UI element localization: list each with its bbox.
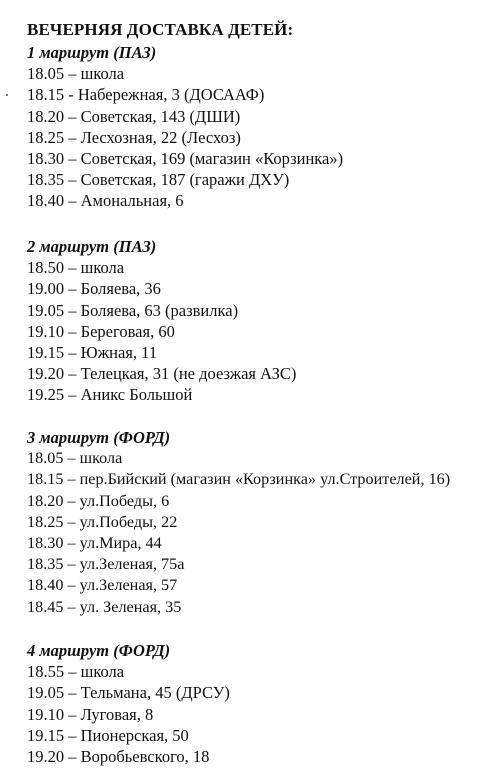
route-stop: 18.50 – школа bbox=[27, 258, 125, 278]
route-stop: 18.05 – школа bbox=[27, 64, 125, 84]
route-stop: 19.05 – Боляева, 63 (развилка) bbox=[27, 300, 239, 320]
route-stop: 18.30 – ул.Мира, 44 bbox=[27, 533, 162, 552]
route-stop: 19.15 – Южная, 11 bbox=[27, 342, 158, 362]
route-stop: 19.00 – Боляева, 36 bbox=[27, 279, 161, 299]
scan-speck bbox=[6, 94, 8, 96]
route-heading: 2 маршрут (ПАЗ) bbox=[27, 237, 157, 256]
route-stop: 19.25 – Аникс Большой bbox=[27, 385, 193, 405]
route-stop: 18.25 – ул.Победы, 22 bbox=[27, 512, 178, 531]
route-stop: 18.35 – ул.Зеленая, 75а bbox=[27, 555, 185, 574]
route-2-section bbox=[27, 236, 493, 406]
route-stop: 18.15 - Набережная, 3 (ДОСААФ) bbox=[27, 85, 265, 105]
route-heading: 3 маршрут (ФОРД) bbox=[27, 428, 171, 447]
route-stop: 18.55 – школа bbox=[27, 662, 125, 682]
document-title: ВЕЧЕРНЯЯ ДОСТАВКА ДЕТЕЙ: bbox=[27, 20, 294, 39]
route-stop: 19.20 – Воробьевского, 18 bbox=[27, 746, 210, 766]
route-stop: 19.10 – Береговая, 60 bbox=[27, 321, 175, 341]
route-stop: 18.20 – ул.Победы, 6 bbox=[27, 491, 170, 510]
route-4-section bbox=[27, 640, 493, 767]
route-stop: 18.25 – Лесхозная, 22 (Лесхоз) bbox=[27, 127, 241, 147]
route-stop: 19.15 – Пионерская, 50 bbox=[27, 725, 189, 745]
route-1-section bbox=[27, 42, 493, 212]
route-stop: 18.40 – ул.Зеленая, 57 bbox=[27, 576, 178, 595]
route-stop: 18.35 – Советская, 187 (гаражи ДХУ) bbox=[27, 170, 290, 190]
route-stop: 18.15 – пер.Бийский (магазин «Корзинка» ул.Строителей, 16) bbox=[27, 470, 451, 489]
route-stop: 19.20 – Телецкая, 31 (не доезжая АЗС) bbox=[27, 364, 297, 384]
route-heading: 4 маршрут (ФОРД) bbox=[27, 641, 171, 660]
route-stop: 18.05 – школа bbox=[27, 449, 123, 468]
route-heading: 1 маршрут (ПАЗ) bbox=[27, 43, 157, 62]
route-stop: 18.45 – ул. Зеленая, 35 bbox=[27, 597, 182, 616]
route-stop: 18.30 – Советская, 169 (магазин «Корзинка») bbox=[27, 148, 344, 168]
route-stop: 18.40 – Амональная, 6 bbox=[27, 191, 184, 211]
route-stop: 19.10 – Луговая, 8 bbox=[27, 704, 154, 724]
route-3-section bbox=[27, 427, 493, 618]
route-stop: 19.05 – Тельмана, 45 (ДРСУ) bbox=[27, 683, 230, 703]
route-stop: 18.20 – Советская, 143 (ДШИ) bbox=[27, 106, 241, 126]
